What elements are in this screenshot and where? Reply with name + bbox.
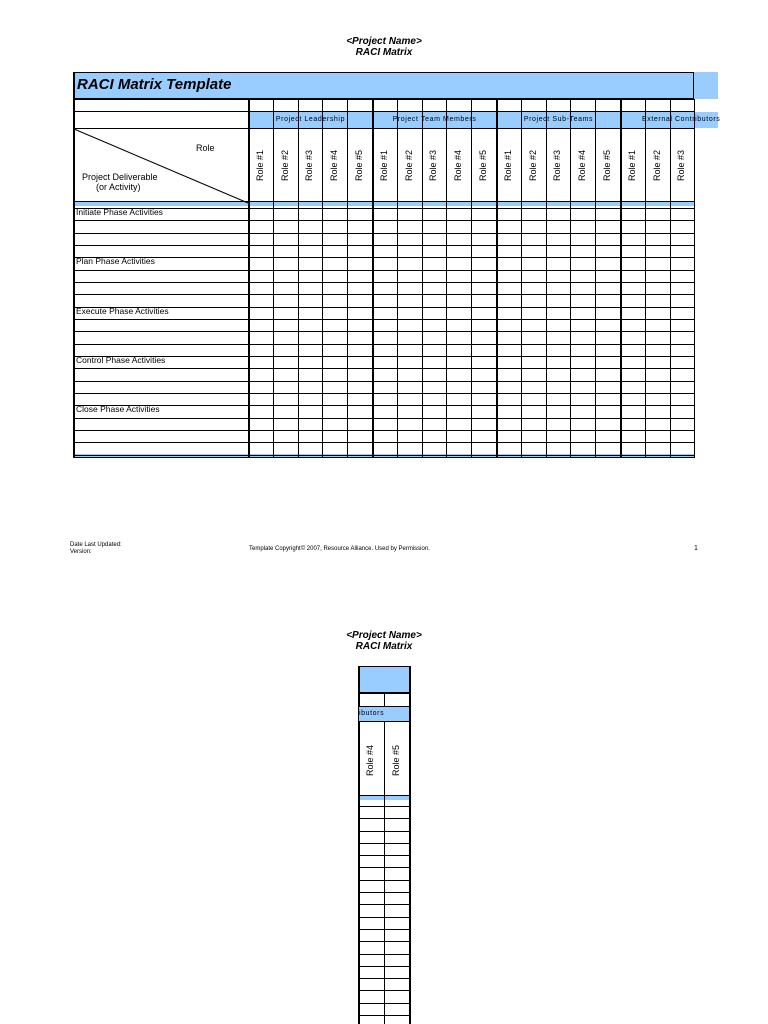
role-header: Role #3 [676, 149, 686, 181]
deliverable-label-line2: (or Activity) [96, 182, 141, 192]
matrix-title[interactable]: RACI Matrix Template [77, 76, 232, 93]
grid-line [620, 99, 622, 458]
group-header-external-contributors-p2: ibutors [359, 710, 385, 717]
grid-line [409, 666, 411, 1024]
phase-label[interactable]: Initiate Phase Activities [76, 207, 163, 217]
grid-line [645, 99, 646, 458]
role-header: Role #1 [254, 149, 265, 181]
grid-line [595, 99, 596, 458]
grid-line [670, 99, 671, 458]
grid-line [273, 99, 274, 458]
role-header: Role #5 [477, 149, 488, 181]
phase-label[interactable]: Execute Phase Activities [76, 306, 169, 316]
grid-line [397, 99, 398, 458]
title-band-overflow [694, 72, 718, 99]
grid-line [73, 381, 694, 382]
role-header: Role #3 [552, 149, 562, 181]
grid-line [73, 331, 694, 332]
grid-line [546, 99, 547, 458]
grid-line [73, 270, 694, 271]
grid-line [298, 99, 299, 458]
grid-line [248, 99, 250, 458]
grid-line [73, 233, 694, 234]
grid-line [694, 99, 695, 458]
group-header-project-team-members: Project Team Members [392, 116, 477, 123]
grid-line [73, 455, 694, 456]
role-header: Role #3 [428, 149, 438, 181]
version-label: Version: [70, 549, 92, 555]
role-label: Role [196, 143, 215, 153]
role-header-p2: Role #5 [390, 744, 401, 776]
grid-line [496, 99, 498, 458]
deliverable-label-line1: Project Deliverable [82, 172, 158, 182]
title-band-p2 [358, 666, 410, 693]
page-number: 1 [694, 545, 698, 552]
grid-line [422, 99, 423, 458]
role-header: Role #1 [626, 149, 637, 181]
copyright-text: Template Copyright© 2007, Resource Alliance. Used by Permission. [249, 546, 430, 552]
grid-line [73, 294, 694, 295]
grid-line [73, 257, 694, 258]
grid-line [73, 418, 694, 419]
role-header-p2: Role #4 [365, 744, 375, 776]
role-header: Role #2 [651, 149, 662, 181]
grid-line [521, 99, 522, 458]
matrix-subtitle: RACI Matrix [355, 47, 413, 58]
grid-line [73, 442, 694, 443]
role-header: Role #4 [452, 149, 463, 181]
project-name-heading: <Project Name> [346, 36, 422, 47]
date-last-updated-label: Date Last Updated: [70, 542, 122, 548]
grid-line [73, 430, 694, 431]
grid-line [73, 99, 694, 100]
grid-line [570, 99, 571, 458]
grid-line [73, 220, 694, 221]
phase-label[interactable]: Close Phase Activities [76, 404, 160, 414]
group-header-external-contributors: External Contributors [642, 116, 721, 123]
role-header: Role #2 [279, 149, 290, 181]
group-header-project-leadership: Project Leadership [275, 116, 346, 123]
grid-line [322, 99, 323, 458]
grid-line [471, 99, 472, 458]
role-header: Role #5 [601, 149, 612, 181]
grid-line [73, 344, 694, 345]
grid-line [73, 405, 694, 406]
role-header: Role #1 [502, 149, 513, 181]
role-header: Role #4 [576, 149, 587, 181]
phase-label[interactable]: Control Phase Activities [76, 355, 166, 365]
project-name-heading-p2: <Project Name> [346, 630, 422, 641]
grid-line [73, 245, 694, 246]
grid-line [347, 99, 348, 458]
grid-line [73, 356, 694, 357]
grid-line [73, 319, 694, 320]
grid-line [73, 457, 694, 458]
group-header-project-sub-teams: Project Sub-Teams [523, 116, 594, 123]
role-header: Role #1 [378, 149, 389, 181]
role-header: Role #2 [403, 149, 414, 181]
grid-line [73, 282, 694, 283]
grid-line [384, 693, 385, 1024]
grid-line [73, 208, 694, 209]
role-header: Role #4 [328, 149, 339, 181]
role-header: Role #5 [353, 149, 364, 181]
grid-line [73, 111, 694, 112]
grid-line [446, 99, 447, 458]
matrix-subtitle-p2: RACI Matrix [355, 641, 413, 652]
role-header: Role #3 [304, 149, 314, 181]
role-header: Role #2 [527, 149, 538, 181]
grid-line [73, 393, 694, 394]
grid-line [372, 99, 374, 458]
grid-line [73, 368, 694, 369]
phase-label[interactable]: Plan Phase Activities [76, 256, 155, 266]
